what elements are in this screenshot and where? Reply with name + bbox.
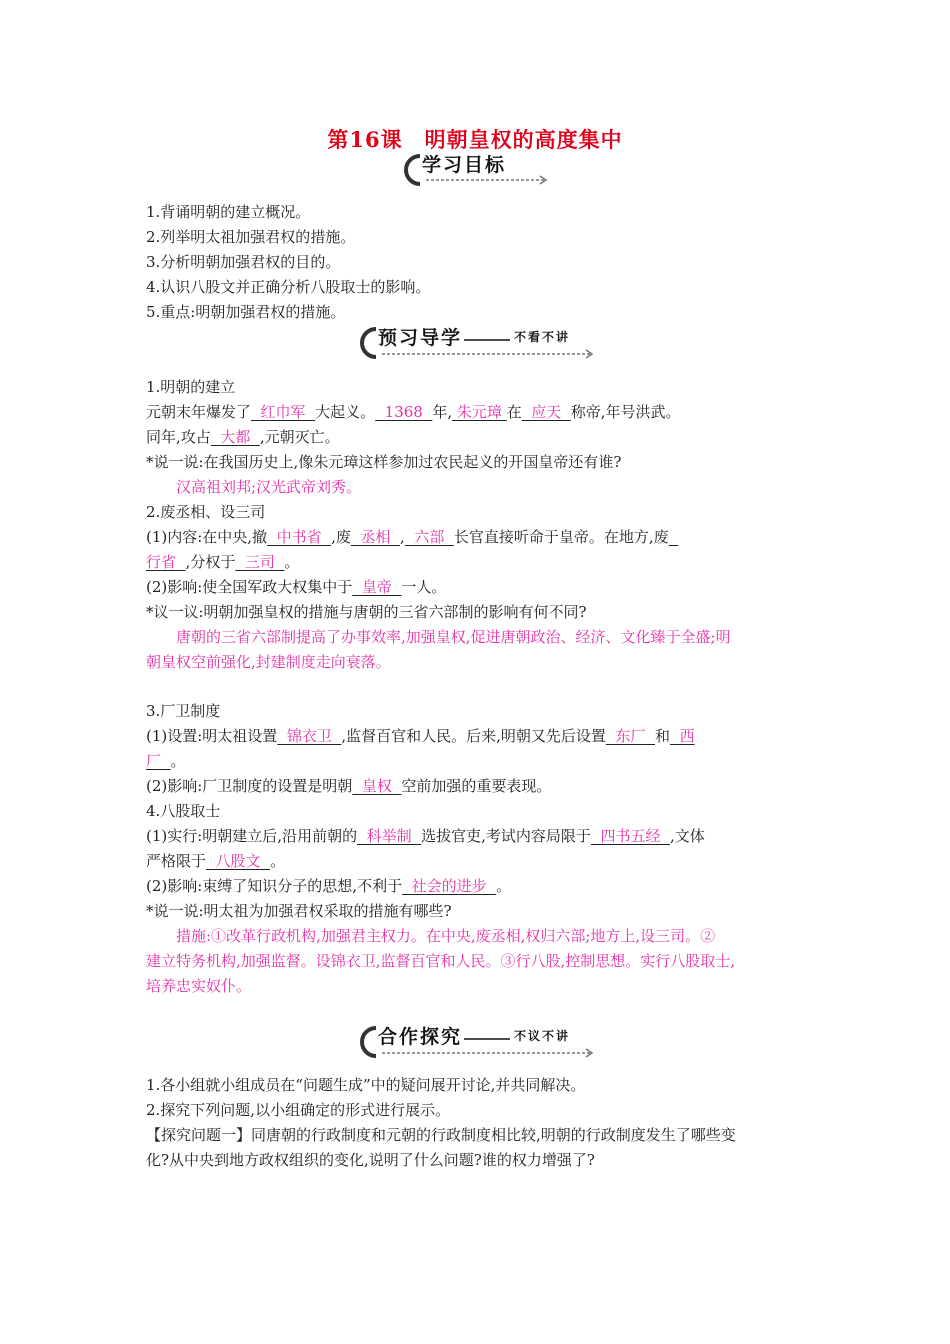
text-line: (1)内容:在中央,撤 中书省 ,废 丞相 , 六部 长官直接听命于皇帝。在地方,废 bbox=[146, 526, 678, 548]
section-header-preview bbox=[360, 323, 600, 363]
text-line: 【探究问题一】同唐朝的行政制度和元朝的行政制度相比较,明朝的行政制度发生了哪些变 bbox=[146, 1126, 736, 1144]
answer-blank bbox=[669, 528, 679, 546]
answer-text: 措施:①改革行政机构,加强君主权力。在中央,废丞相,权归六部;地方上,设三司。② bbox=[176, 927, 716, 945]
answer-text: 建立特务机构,加强监督。设锦衣卫,监督百官和人民。③行八股,控制思想。实行八股取士, bbox=[146, 952, 736, 970]
section-heading: 4.八股取士 bbox=[146, 802, 221, 820]
text-line: 2.探究下列问题,以小组确定的形式进行展示。 bbox=[146, 1101, 451, 1119]
section-header-coop bbox=[360, 1022, 600, 1062]
answer-blank: 六部 bbox=[404, 528, 454, 546]
text-line: 化?从中央到地方政权组织的变化,说明了什么问题?谁的权力增强了? bbox=[146, 1151, 595, 1169]
goal-item: 2.列举明太祖加强君权的措施。 bbox=[146, 228, 356, 246]
answer-blank: 皇帝 bbox=[352, 578, 402, 596]
answer-text: 唐朝的三省六部制提高了办事效率,加强皇权,促进唐朝政治、经济、文化臻于全盛;明 bbox=[176, 628, 731, 646]
answer-blank: 朱元璋 bbox=[452, 403, 507, 421]
goal-item: 1.背诵明朝的建立概况。 bbox=[146, 203, 311, 221]
section-subtitle-preview: 不看不讲 bbox=[514, 330, 571, 344]
section-heading: 3.厂卫制度 bbox=[146, 702, 221, 720]
question-line: *说一说:在我国历史上,像朱元璋这样参加过农民起义的开国皇帝还有谁? bbox=[146, 453, 622, 471]
text-line: (1)设置:明太祖设置 锦衣卫 ,监督百官和人民。后来,明朝又先后设置 东厂 和 西 bbox=[146, 727, 695, 745]
answer-blank: 科举制 bbox=[357, 827, 422, 845]
answer-blank: 西 bbox=[670, 727, 695, 745]
section-heading: 2.废丞相、设三司 bbox=[146, 503, 266, 521]
page-title: 第16课 明朝皇权的高度集中 bbox=[327, 127, 623, 152]
text-line: 1.各小组就小组成员在“问题生成”中的疑问展开讨论,并共同解决。 bbox=[146, 1076, 586, 1094]
answer-blank: 红巾军 bbox=[251, 403, 316, 421]
goal-item: 4.认识八股文并正确分析八股取士的影响。 bbox=[146, 278, 431, 296]
text-line: 元朝末年爆发了 红巾军 大起义。 1368 年, 朱元璋 在 应天 称帝,年号洪武。 bbox=[146, 403, 681, 421]
answer-blank: 厂 bbox=[146, 752, 171, 770]
section-title-goals: 学习目标 bbox=[422, 154, 507, 176]
answer-blank: 社会的进步 bbox=[402, 877, 497, 895]
answer-blank: 皇权 bbox=[352, 777, 402, 795]
section-subtitle-coop: 不议不讲 bbox=[514, 1029, 571, 1043]
answer-blank: 八股文 bbox=[206, 852, 271, 870]
answer-text: 培养忠实奴仆。 bbox=[146, 977, 252, 995]
answer-blank: 丞相 bbox=[350, 528, 401, 546]
text-line: (1)实行:明朝建立后,沿用前朝的 科举制 选拔官吏,考试内容局限于 四书五经 ,文体 bbox=[146, 827, 705, 845]
answer-blank: 应天 bbox=[521, 403, 571, 421]
question-line: *议一议:明朝加强皇权的措施与唐朝的三省六部制的影响有何不同? bbox=[146, 603, 587, 621]
section-header-goals bbox=[404, 150, 554, 190]
text-line: 厂 。 bbox=[146, 752, 186, 770]
answer-text: 朝皇权空前强化,封建制度走向衰落。 bbox=[146, 653, 391, 671]
section-title-preview: 预习导学 bbox=[378, 327, 463, 349]
goal-item: 3.分析明朝加强君权的目的。 bbox=[146, 253, 341, 271]
text-line: (2)影响:使全国军政大权集中于 皇帝 一人。 bbox=[146, 578, 447, 596]
answer-blank: 东厂 bbox=[605, 727, 656, 745]
section-title-coop: 合作探究 bbox=[378, 1026, 463, 1048]
text-line: 严格限于 八股文 。 bbox=[146, 852, 286, 870]
answer-text: 汉高祖刘邦;汉光武帝刘秀。 bbox=[176, 478, 362, 496]
section-heading: 1.明朝的建立 bbox=[146, 378, 236, 396]
text-line: (2)影响:厂卫制度的设置是明朝 皇权 空前加强的重要表现。 bbox=[146, 777, 552, 795]
goal-item: 5.重点:明朝加强君权的措施。 bbox=[146, 303, 346, 321]
answer-blank: 四书五经 bbox=[590, 827, 671, 845]
text-line: 行省 ,分权于 三司 。 bbox=[146, 553, 300, 571]
text-line: (2)影响:束缚了知识分子的思想,不利于 社会的进步 。 bbox=[146, 877, 512, 895]
answer-blank: 中书省 bbox=[267, 528, 332, 546]
text-line: 同年,攻占 大都 ,元朝灭亡。 bbox=[146, 428, 340, 446]
answer-blank: 三司 bbox=[235, 553, 285, 571]
answer-blank: 锦衣卫 bbox=[277, 727, 342, 745]
answer-blank: 1368 bbox=[375, 403, 433, 421]
answer-blank: 行省 bbox=[146, 553, 186, 571]
question-line: *说一说:明太祖为加强君权采取的措施有哪些? bbox=[146, 902, 452, 920]
answer-blank: 大都 bbox=[210, 428, 260, 446]
